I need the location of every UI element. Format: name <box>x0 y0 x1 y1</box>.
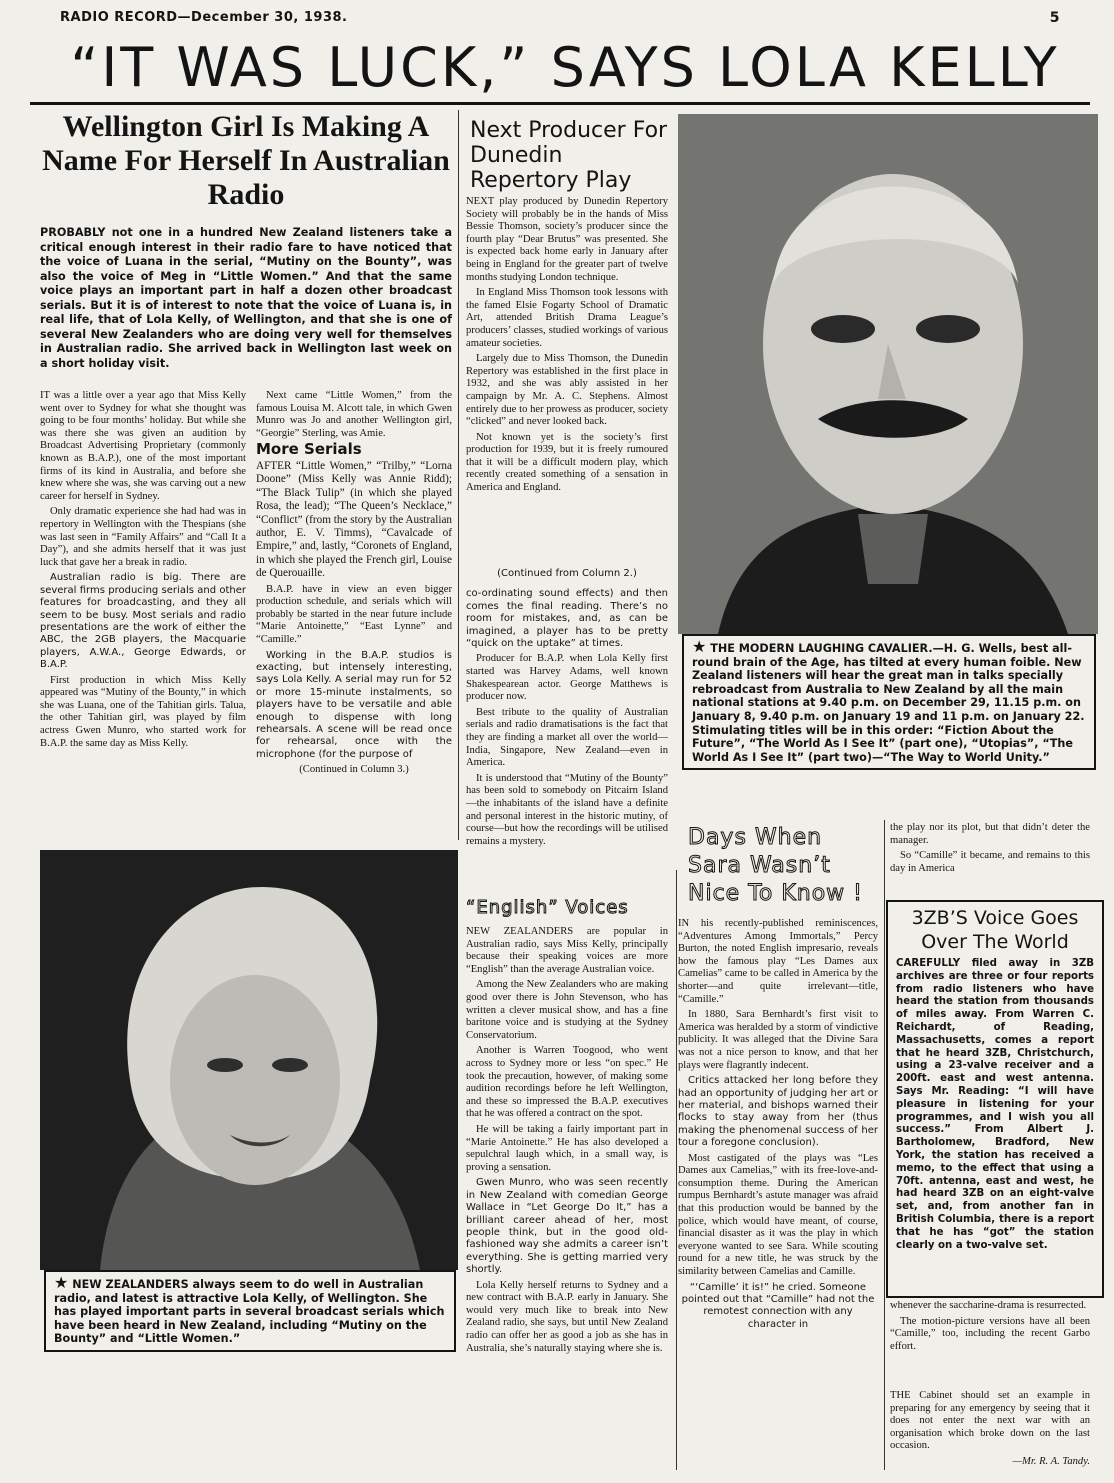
paragraph: AFTER “Little Women,” “Trilby,” “Lorna Doone” (Miss Kelly was Annie Ridd); “The Black Tulip” (in which she played Rosa, the lead); “The Queen’s Necklace,” “Conflict” (from the story by the Australian author, E. V. Timms), “Cavalcade of Empire,” and, lastly, “Coronets of England, in which she played the French girl, Louise de Querouaille. <box>256 459 452 580</box>
paragraph: Among the New Zealanders who are making good over there is John Stevenson, who has written a clever musical show, and has a fine baritone voice and is studying at the Sydney Conservatorium. <box>466 979 668 1041</box>
paragraph: the play nor its plot, but that didn’t deter the manager. <box>890 822 1090 846</box>
page-number: 5 <box>1049 10 1060 26</box>
headline-rule <box>30 102 1090 105</box>
kelly-caption <box>44 1270 456 1352</box>
3zb-body: CAREFULLY filed away in 3ZB archives are three or four reports from radio listeners who have heard the station from thousands of miles away. From Warren C. Reichardt, of Reading, Massachusetts, comes a report that he heard 3ZB, Christchurch, using a 23-valve receiver and a 200ft. east and west antenna. Says Mr. Reading: “I will have pleasure in listening for your programmes, and I wish you all success.” From Albert J. Bartholomew, Bradford, New York, the station has received a memo, to the effect that using a 70ft. antenna, east and west, he had heard 3ZB on an eight-valve set, and, from another fan in British Columbia, there is a report that he has “got” the station clearly on a two-valve set. <box>896 958 1094 1251</box>
story-column-2 <box>256 390 452 780</box>
paragraph: co-ordinating sound effects) and then comes the final reading. There’s no room for mistakes, and, as can be imagined, a player has to be pretty “quick on the uptake” at times. <box>466 588 668 650</box>
kelly-portrait-image <box>40 850 458 1270</box>
kelly-caption-text: NEW ZEALANDERS always seem to do well in Australian radio, and latest is attractive Lola Kelly, of Wellington. She has played important parts in several broadcast serials which have been heard in New Zealand, including “Mutiny on the Bounty” and “Little Women.” <box>54 1278 445 1346</box>
paragraph: Working in the B.A.P. studios is exacting, but intensely interesting, says Lola Kelly. A serial may run for 52 or more 15-minute instalments, so players have to be versatile and able enough to dispense with long rehearsals. A scene will be read once for rehearsal, once with the microphone (for the purpose of <box>256 649 452 760</box>
paragraph: NEXT play produced by Dunedin Repertory Society will probably be in the hands of Miss Bessie Thomson, society’s producer since the fourth play “Dear Brutus” was presented. She is expected back home early in January after being in England for the greater part of twelve months studying London technique. <box>466 196 668 283</box>
paragraph: So “Camille” it became, and remains to this day in America <box>890 850 1090 874</box>
story-intro: PROBABLY not one in a hundred New Zealand listeners take a critical enough interest in their radio fare to have noticed that the voice of Luana in the serial, “Mutiny on the Bounty”, was also the voice of Meg in “Little Women.” And that the same voice plays an important part in half a dozen other broadcast serials. But it is of interest to note that the voice of Luana is, in real life, that of Lola Kelly, of Wellington, and that she is one of several New Zealanders who are doing very well for themselves in Australian radio. She arrived back in Wellington last week on a short holiday visit. <box>40 226 452 370</box>
english-voices-column <box>466 926 668 1358</box>
paragraph: NEW ZEALANDERS are popular in Australian radio, says Miss Kelly, principally because their speaking voices are more “English” than the average Australian voice. <box>466 926 668 975</box>
paragraph: The motion-picture versions have all been “Camille,” too, including the recent Garbo effort. <box>890 1315 1090 1352</box>
story-column-1 <box>40 390 246 753</box>
paragraph: Most castigated of the plays was “Les Dames aux Camelias,” with its free-love-and-consumption theme. During the American rumpus Bernhardt’s astute manager was afraid that this production would be banned by the police, which would have meant, of course, financial disaster as it was the play in which everyone wanted to see Sara. While scouting round for a new title, he was struck by the similarity between Camelias and Camille. <box>678 1152 878 1277</box>
wells-caption-text: THE MODERN LAUGHING CAVALIER.—H. G. Wells, best all-round brain of the Age, has tilted at every human foible. New Zealand listeners will hear the great man in talks specially rebroadcast from Australia to New Zealand by all the main national stations at 9.40 p.m. on December 29, 11.15 p.m. on January 8, 9.40 p.m. on January 19 and 11 p.m. on January 22. Stimulating titles will be in this order: “Fiction About the Future”, “The World As I See It” (part one), “Utopias”, “The World As I See It” (part two)—“The Way to World Unity.” <box>692 642 1085 764</box>
column-divider <box>458 110 459 840</box>
sara-continued-bottom <box>890 1300 1090 1356</box>
paragraph: Lola Kelly herself returns to Sydney and a new contract with B.A.P. early in January. She would very much like to break into New Zealand radio, she says, but until New Zealand radio can offer her as good a job as she has in Australia, she’s naturally staying where she is. <box>466 1279 668 1354</box>
cabinet-byline: —Mr. R. A. Tandy. <box>1012 1455 1090 1467</box>
english-voices-heading: “English” Voices <box>466 897 629 918</box>
column-3-continued <box>466 568 668 851</box>
page-headline: “IT WAS LUCK,” SAYS LOLA KELLY <box>70 36 1060 99</box>
star-icon: ★ <box>54 1273 69 1292</box>
paragraph: Best tribute to the quality of Australian serials and radio dramatisations is the fact that they are finding a market all over the world—India, Singapore, New Zealand—even in America. <box>466 706 668 769</box>
paragraph: B.A.P. have in view an even bigger production schedule, and serials which will probably be started in the near future include “Marie Antoinette,” “East Lynne” and “Camille.” <box>256 583 452 645</box>
repertory-column <box>466 196 668 498</box>
sara-title: Days When Sara Wasn’t Nice To Know ! <box>688 825 863 906</box>
column-divider <box>884 820 885 1470</box>
sara-column <box>678 918 878 1334</box>
paragraph: Largely due to Miss Thomson, the Dunedin Repertory was established in the first place in 1932, and she was ably assisted in her campaign by Mr. A. C. Stephens. Almost entirely due to her prowess as producer, society “clicked” and never looked back. <box>466 353 668 428</box>
paragraph: First production in which Miss Kelly appeared was “Mutiny of the Bounty,” in which she was Luana, one of the Tahitian girls. Talua, the other Tahitian girl, was played by film actress Gwen Munro, who started work for B.A.P. the same day as Miss Kelly. <box>40 674 246 749</box>
running-head-text: RADIO RECORD—December 30, 1938. <box>60 10 348 25</box>
paragraph: Gwen Munro, who was seen recently in New Zealand with comedian George Wallace in “Let George Do It,” has a brilliant career ahead of her, most people think, but in the good old-fashioned way she admits a career isn’t everything. She is getting married very shortly. <box>466 1177 668 1276</box>
sara-continued-top <box>890 822 1090 878</box>
paragraph: Only dramatic experience she had had was in repertory in Wellington with the Thespians (she was last seen in “Family Affairs” and “Call It a Day”), and she admits herself that it was just luck that gave her a break in radio. <box>40 506 246 568</box>
3zb-box <box>886 900 1104 1298</box>
paragraph: “‘Camille’ it is!” he cried. Someone pointed out that “Camille” had not the remotest connection with any character in <box>681 1281 875 1330</box>
paragraph: Another is Warren Toogood, who went across to Sydney more or less “on spec.” He took the precaution, however, of making some audition recordings before he left Wellington, and these so impressed the B.A.P. executives that he was offered a contract on the spot. <box>466 1045 668 1120</box>
running-head <box>60 10 1060 25</box>
paragraph: It is understood that “Mutiny of the Bounty” has been sold to somebody on Pitcairn Island—the inhabitants of the island have a definite and personal interest in the historic mutiny, of course—but how the recordings will be utilised remains a mystery. <box>466 772 668 847</box>
kelly-photo <box>40 850 458 1270</box>
paragraph: IN his recently-published reminiscences, “Adventures Among Immortals,” Percy Burton, the noted English impresario, reveals how the famous play “Les Dames aux Camelias” came to be called in America by the shorter—and quite irrelevant—title, “Camille.” <box>678 918 878 1005</box>
cabinet-text: THE Cabinet should set an example in preparing for any emergency by seeing that it does not enter the next war with an organisation which broke down on the last occasion. <box>890 1390 1090 1452</box>
column-divider <box>676 870 677 1470</box>
paragraph: Critics attacked her long before they had an opportunity of judging her art or her material, and bishops warned their flocks to stay away from her (thus making the phenomenal success of her tour a foregone conclusion). <box>678 1075 878 1149</box>
cabinet-note <box>890 1390 1090 1472</box>
story-title: Wellington Girl Is Making A Name For Herself In Australian Radio <box>42 110 450 211</box>
paragraph: IT was a little over a year ago that Miss Kelly went over to Sydney for what she thought was going to be four months’ holiday. But while she was there she was given an audition by Broadcast Advertising Proprietary (commonly known as B.A.P.), one of the most important firms of its kind in Australia, and before she knew where she was, she was carving out a new career for herself in Sydney. <box>40 390 246 502</box>
repertory-title: Next Producer For Dunedin Repertory Play <box>470 118 668 193</box>
paragraph: Australian radio is big. There are several firms producing serials and other features for broadcasting, and they all seem to be busy. Most serials and radio presentations are the work of either the ABC, the 2GB players, the Macquarie players, A.W.A., George Edwards, or B.A.P. <box>40 572 246 671</box>
paragraph: Not known yet is the society’s first production for 1939, but it is freely rumoured that it will be a difficult modern play, which recently created something of a sensation in America and England. <box>466 431 668 494</box>
paragraph: In 1880, Sara Bernhardt’s first visit to America was heralded by a storm of vindictive publicity. It was alleged that the Divine Sara was not a nice person to know, and that her plays were flagrantly indecent. <box>678 1009 878 1071</box>
paragraph: Next came “Little Women,” from the famous Louisa M. Alcott tale, in which Gwen Munro was Jo and another Wellington girl, “Georgie” Sterling, was Amie. <box>256 390 452 439</box>
paragraph: Producer for B.A.P. when Lola Kelly first started was Harvey Adams, well known Shakespearean actor. George Matthews is producer now. <box>466 653 668 703</box>
paragraph: In England Miss Thomson took lessons with the famed Elsie Fogarty School of Dramatic Art, attended British Drama League’s producers’ classes, studied workings of various amateur societies. <box>466 287 668 349</box>
wells-photo <box>678 114 1098 634</box>
paragraph: He will be taking a fairly important part in “Marie Antoinette.” He has also developed a sepulchral laugh which, in a small way, is proving a sensation. <box>466 1123 668 1173</box>
wells-caption <box>682 634 1096 770</box>
3zb-title: 3ZB’S Voice Goes Over The World <box>911 907 1079 953</box>
subheading-more-serials: More Serials <box>256 440 362 459</box>
paragraph: whenever the saccharine-drama is resurrected. <box>890 1300 1087 1311</box>
continued-from-note: (Continued from Column 2.) <box>497 568 637 579</box>
star-icon: ★ <box>692 637 707 656</box>
wells-portrait-image <box>678 114 1098 634</box>
continued-note: (Continued in Column 3.) <box>299 764 409 776</box>
